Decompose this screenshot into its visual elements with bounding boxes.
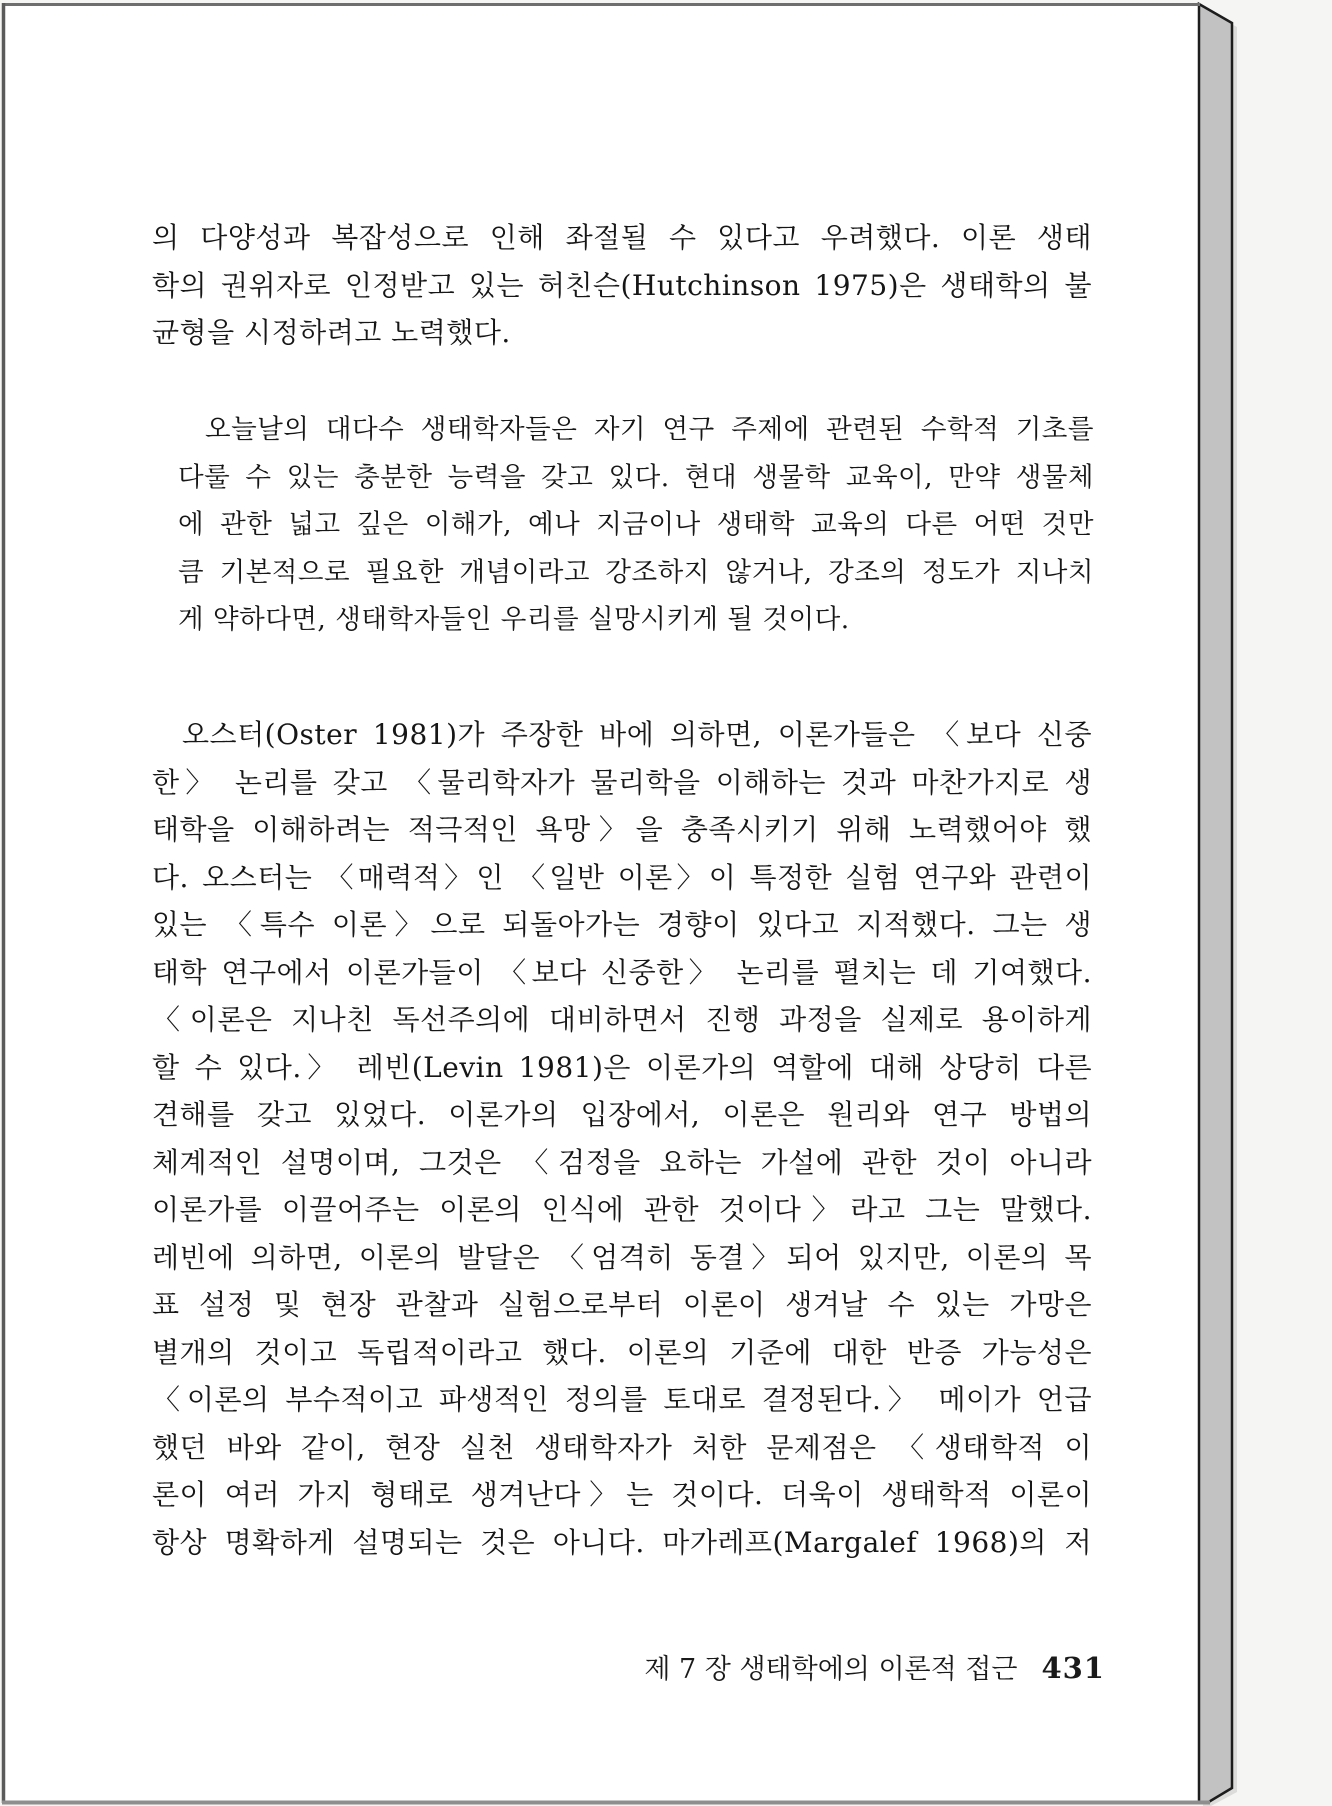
text-line: 다룰 수 있는 충분한 능력을 갖고 있다. 현대 생물학 교육이, 만약 생물체 [178,461,1094,493]
text-line: 〈이론은 지나친 독선주의에 대비하면서 진행 과정을 실제로 용이하게 [152,1003,1092,1036]
text-line: 레빈에 의하면, 이론의 발달은 〈엄격히 동결〉되어 있지만, 이론의 목 [152,1240,1092,1274]
text-line: 에 관한 넓고 깊은 이해가, 예나 지금이나 생태학 교육의 다른 어떤 것만 [178,509,1094,540]
text-line: 론이 여러 가지 형태로 생겨난다〉는 것이다. 더욱이 생태학적 이론이 [152,1478,1092,1511]
text-line: 게 약하다면, 생태학자들인 우리를 실망시키게 될 것이다. [178,604,850,635]
text-line: 태학을 이해하려는 적극적인 욕망〉을 충족시키기 위해 노력했어야 했 [152,813,1092,846]
body-paragraph [152,711,1092,1566]
text-line: 다. 오스터는 〈매력적〉인 〈일반 이론〉이 특정한 실험 연구와 관련이 [152,860,1092,894]
text-line: 오늘날의 대다수 생태학자들은 자기 연구 주제에 관련된 수학적 기초를 [205,414,1094,445]
text-line: 학의 권위자로 인정받고 있는 허친슨(Hutchinson 1975)은 생태학의 불 [152,268,1092,302]
text-line: 할 수 있다.〉 레빈(Levin 1981)은 이론가의 역할에 대해 상당히 다른 [152,1050,1092,1084]
text-line: 균형을 시정하려고 노력했다. [152,316,511,349]
text-line: 이론가를 이끌어주는 이론의 인식에 관한 것이다〉라고 그는 말했다. [152,1193,1092,1226]
text-line: 있는 〈특수 이론〉으로 되돌아가는 경향이 있다고 지적했다. 그는 생 [152,908,1092,941]
text-line: 한〉 논리를 갖고 〈물리학자가 물리학을 이해하는 것과 마찬가지로 생 [152,765,1092,799]
text-line: 〈이론의 부수적이고 파생적인 정의를 토대로 결정된다.〉 메이가 언급 [152,1383,1092,1416]
page-footer [152,1648,1105,1690]
block-quote [178,406,1094,644]
text-line: 체계적인 설명이며, 그것은 〈검정을 요하는 가설에 관한 것이 아니라 [152,1145,1092,1179]
text-line: 견해를 갖고 있었다. 이론가의 입장에서, 이론은 원리와 연구 방법의 [152,1098,1092,1131]
text-line: 표 설정 및 현장 관찰과 실험으로부터 이론이 생겨날 수 있는 가망은 [152,1288,1092,1321]
text-line: 항상 명확하게 설명되는 것은 아니다. 마가레프(Margalef 1968)의 저 [152,1525,1092,1559]
text-line: 태학 연구에서 이론가들이 〈보다 신중한〉 논리를 펼치는 데 기여했다. [152,955,1092,989]
intro-paragraph [152,214,1092,357]
text-line: 했던 바와 같이, 현장 실천 생태학자가 처한 문제점은 〈생태학적 이 [152,1430,1092,1464]
text-line: 별개의 것이고 독립적이라고 했다. 이론의 기준에 대한 반증 가능성은 [152,1335,1092,1369]
text-line: 의 다양성과 복잡성으로 인해 좌절될 수 있다고 우려했다. 이론 생태 [152,221,1092,254]
page-number: 431 [1041,1651,1105,1685]
chapter-title: 제 7 장 생태학에의 이론적 접근 [644,1654,1018,1685]
text-line: 큼 기본적으로 필요한 개념이라고 강조하지 않거나, 강조의 정도가 지나치 [178,556,1094,588]
text-line: 오스터(Oster 1981)가 주장한 바에 의하면, 이론가들은 〈보다 신중 [182,718,1092,751]
